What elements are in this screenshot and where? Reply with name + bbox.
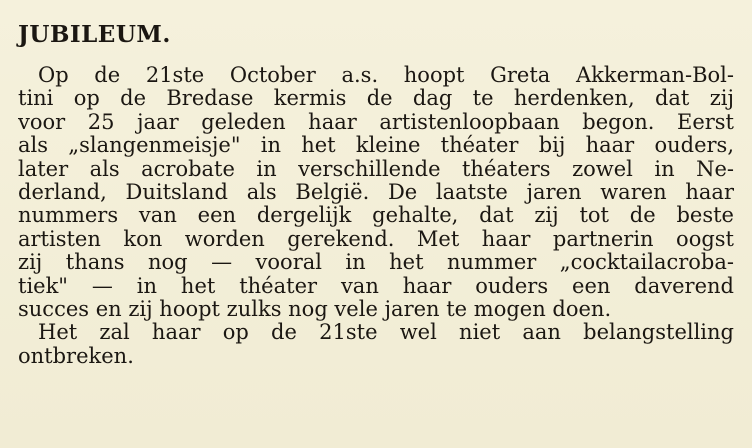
article-heading: JUBILEUM.: [18, 21, 171, 48]
text-line: Het zal haar op de 21ste wel niet aan belangstelling: [38, 321, 734, 345]
text-line: ontbreken.: [18, 344, 134, 368]
text-line: als „slangenmeisje" in het kleine théater bij haar ouders,: [18, 134, 734, 158]
article-body: [18, 64, 734, 368]
text-line: tiek" — in het théater van haar ouders een daverend: [18, 274, 734, 298]
text-line: voor 25 jaar geleden haar artistenloopbaan begon. Eerst: [18, 110, 734, 134]
text-line: zij thans nog — vooral in het nummer „cocktailacroba-: [18, 251, 734, 275]
text-line: succes en zij hoopt zulks nog vele jaren te mogen doen.: [18, 297, 612, 321]
text-line: Op de 21ste October a.s. hoopt Greta Akkerman-Bol-: [38, 64, 734, 87]
text-line: tini op de Bredase kermis de dag te herdenken, dat zij: [18, 87, 734, 111]
text-line: derland, Duitsland als België. De laatste jaren waren haar: [18, 180, 734, 204]
text-line: later als acrobate in verschillende théaters zowel in Ne-: [18, 157, 734, 181]
text-line: nummers van een dergelijk gehalte, dat zij tot de beste: [18, 204, 734, 228]
text-line: artisten kon worden gerekend. Met haar partnerin oogst: [18, 227, 734, 251]
